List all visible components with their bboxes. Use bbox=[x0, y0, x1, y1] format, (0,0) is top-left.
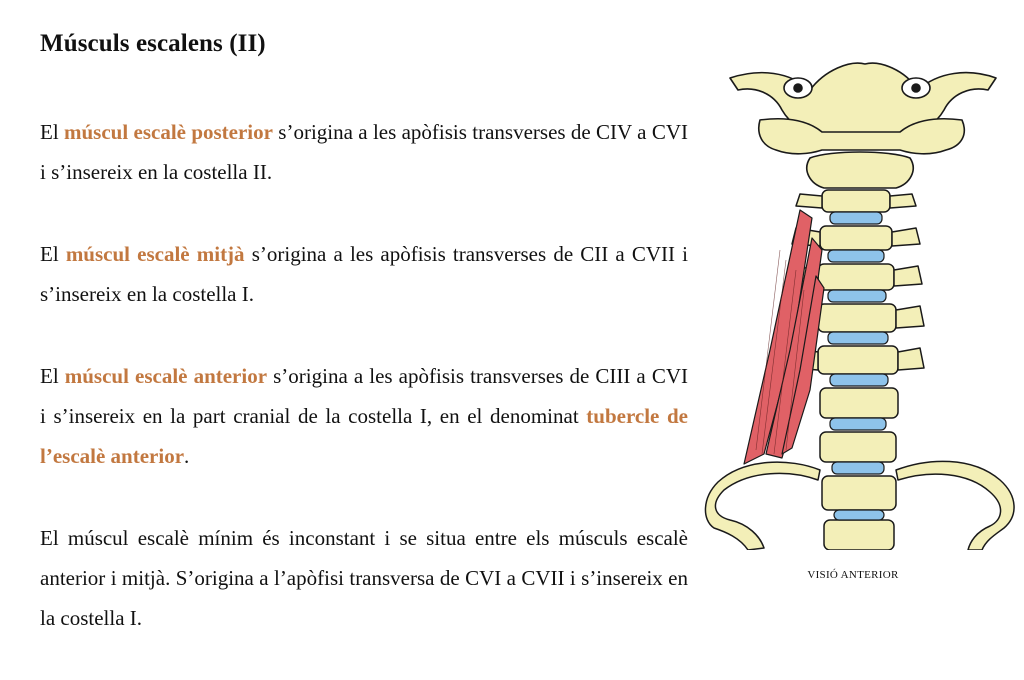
text-segment: El bbox=[40, 364, 65, 388]
body-text bbox=[40, 112, 688, 680]
text-segment: s’origina a les apòfisis transverses de CIV a CVI i s’insereix en la costella II. bbox=[40, 120, 688, 184]
text-segment: El bbox=[40, 120, 64, 144]
text-segment: El bbox=[40, 242, 66, 266]
term-tubercle: tubercle de l’escalè anterior bbox=[40, 404, 688, 468]
axis-vertebra bbox=[807, 152, 913, 188]
term-escale-anterior: múscul escalè anterior bbox=[64, 364, 268, 388]
term-escale-mitja: múscul escalè mitjà bbox=[65, 242, 245, 266]
paragraph-mitja bbox=[40, 234, 688, 314]
text-segment: s’origina a les apòfisis transverses de CIII a CVI i s’insereix en la part cranial de la costella I, en el denominat bbox=[40, 364, 689, 428]
text-segment: s’origina a les apòfisis transverses de CII a CVII i s’insereix en la costella I. bbox=[40, 242, 688, 306]
rib-left bbox=[705, 462, 820, 550]
scalene-muscles bbox=[744, 210, 824, 464]
text-segment: El múscul escalè mínim és inconstant i se situa entre els músculs escalè anterior i mitjà. S’origina a l’apòfisi transversa de CVI a CVII i s’insereix en la costella I. bbox=[40, 526, 688, 630]
term-escale-posterior: múscul escalè posterior bbox=[64, 120, 273, 144]
cervical-spine-illustration bbox=[700, 50, 1024, 550]
text-segment: . bbox=[184, 444, 190, 468]
paragraph-minim bbox=[40, 518, 688, 638]
rib-right bbox=[896, 461, 1014, 550]
page-title: Músculs escalens (II) bbox=[40, 30, 266, 57]
paragraph-anterior bbox=[40, 356, 688, 476]
figure-caption: VISIÓ ANTERIOR bbox=[807, 569, 899, 581]
paragraph-posterior bbox=[40, 112, 688, 192]
